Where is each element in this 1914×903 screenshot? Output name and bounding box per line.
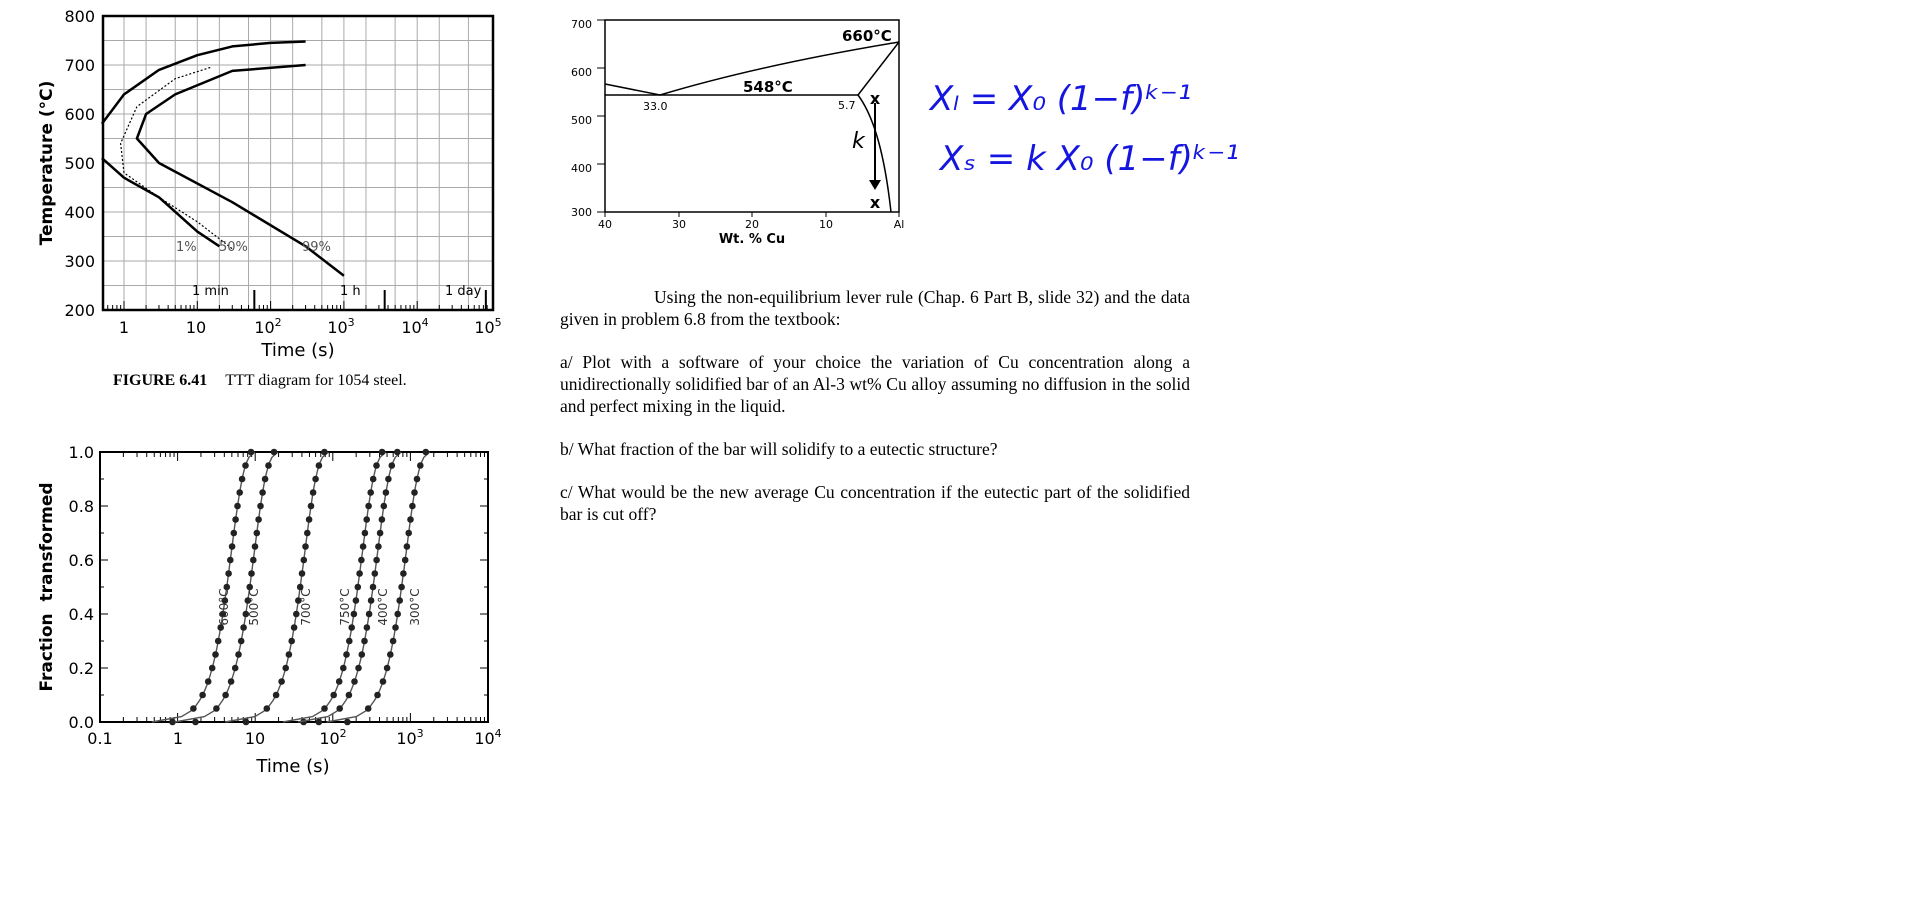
- ttt-curve-label-50: 50%: [219, 240, 248, 255]
- frac-xtick: 10: [244, 729, 266, 748]
- k-label: k: [852, 129, 865, 154]
- frac-data-point: [392, 624, 399, 631]
- phase-ytick: 300: [571, 206, 592, 219]
- handwritten-equations: [920, 55, 1240, 205]
- phase-xtick: 30: [672, 218, 686, 231]
- frac-data-point: [255, 516, 262, 523]
- frac-data-point: [316, 719, 323, 726]
- ttt-curve: [102, 158, 219, 246]
- ttt-ytick: 700: [64, 56, 95, 75]
- marker-bottom: x: [869, 193, 881, 212]
- frac-ytick: 0.2: [68, 659, 94, 678]
- ttt-time-mark-hour: 1 h: [340, 284, 361, 299]
- frac-data-point: [330, 692, 337, 699]
- frac-data-point: [346, 638, 353, 645]
- frac-data-point: [257, 503, 264, 510]
- frac-data-point: [236, 489, 243, 496]
- frac-data-point: [232, 665, 239, 672]
- frac-data-point: [229, 543, 236, 550]
- frac-data-point: [278, 678, 285, 685]
- frac-data-point: [340, 665, 347, 672]
- ttt-ytick: 200: [64, 301, 95, 320]
- ttt-ticks: [108, 290, 487, 310]
- frac-data-point: [366, 611, 373, 618]
- frac-xtick: $10^2$: [319, 727, 347, 748]
- phase-frame: [605, 20, 899, 212]
- frac-data-point: [398, 584, 405, 591]
- frac-data-point: [356, 570, 363, 577]
- fraction-transformed-chart: [28, 442, 508, 782]
- frac-data-point: [248, 570, 255, 577]
- frac-data-point: [225, 570, 232, 577]
- frac-data-point: [213, 705, 220, 712]
- ttt-curve-label-1: 1%: [176, 240, 197, 255]
- frac-data-point: [282, 665, 289, 672]
- frac-data-point: [222, 692, 229, 699]
- frac-data-point: [400, 570, 407, 577]
- frac-data-point: [264, 705, 271, 712]
- frac-data-point: [360, 543, 367, 550]
- frac-data-point: [353, 597, 360, 604]
- frac-data-point: [306, 516, 313, 523]
- frac-data-point: [321, 449, 328, 456]
- ttt-curve-label-99: 99%: [302, 240, 331, 255]
- frac-data-point: [262, 476, 269, 483]
- frac-curve-label-600: 600°C: [217, 588, 231, 626]
- frac-data-point: [254, 530, 261, 537]
- ttt-x-label: Time (s): [261, 340, 335, 361]
- frac-data-point: [288, 638, 295, 645]
- figure-caption: [113, 372, 407, 390]
- frac-data-point: [344, 719, 351, 726]
- solubility-comp-label: 5.7: [838, 99, 856, 112]
- frac-ytick: 0.6: [68, 551, 94, 570]
- frac-data-point: [199, 692, 206, 699]
- handwritten-line-2: Xₛ = k X₀ (1−f)ᵏ⁻¹: [940, 139, 1239, 179]
- frac-data-point: [359, 651, 366, 658]
- frac-data-point: [209, 665, 216, 672]
- frac-data-point: [417, 462, 424, 469]
- ttt-ytick: 400: [64, 203, 95, 222]
- frac-data-point: [373, 557, 380, 564]
- ttt-xtick: $10^3$: [327, 316, 355, 337]
- frac-data-point: [414, 476, 421, 483]
- frac-data-point: [358, 557, 365, 564]
- ttt-y-label: Temperature (°C): [37, 80, 57, 246]
- frac-data-point: [394, 611, 401, 618]
- problem-part-a: a/ Plot with a software of your choice the variation of Cu concentration along a unidirectionally solidified bar of an Al-3 wt% Cu alloy assuming no diffusion in the solid and perfect mixing in the liquid.: [560, 352, 1190, 416]
- frac-xtick: $10^3$: [396, 727, 424, 748]
- ttt-xtick: $10^5$: [474, 316, 502, 337]
- frac-data-point: [286, 651, 293, 658]
- frac-data-point: [273, 692, 280, 699]
- frac-data-point: [205, 678, 212, 685]
- frac-data-point: [402, 557, 409, 564]
- frac-data-point: [389, 462, 396, 469]
- frac-data-point: [355, 584, 362, 591]
- frac-data-point: [265, 462, 272, 469]
- ttt-xtick: 10: [185, 318, 207, 337]
- frac-data-point: [351, 678, 358, 685]
- frac-curve-label-700: 700°C: [299, 588, 313, 626]
- frac-data-point: [362, 530, 369, 537]
- frac-data-point: [302, 543, 309, 550]
- frac-data-point: [308, 503, 315, 510]
- frac-data-point: [228, 678, 235, 685]
- frac-data-point: [238, 638, 245, 645]
- frac-data-point: [321, 705, 328, 712]
- frac-data-point: [243, 719, 250, 726]
- frac-xtick: $10^4$: [474, 727, 502, 748]
- frac-data-point: [215, 638, 222, 645]
- ttt-xtick: $10^4$: [401, 316, 429, 337]
- frac-data-point: [192, 719, 199, 726]
- solvus-line: [858, 42, 899, 95]
- frac-data-point: [336, 678, 343, 685]
- frac-data-point: [365, 705, 372, 712]
- frac-curves: [152, 449, 430, 726]
- frac-data-point: [312, 476, 319, 483]
- frac-data-point: [409, 503, 416, 510]
- frac-data-point: [377, 530, 384, 537]
- frac-curve-label-750: 750°C: [338, 588, 352, 626]
- figure-caption-text: TTT diagram for 1054 steel.: [225, 372, 407, 389]
- frac-data-point: [234, 503, 241, 510]
- handwritten-line-1: Xₗ = X₀ (1−f)ᵏ⁻¹: [930, 79, 1192, 119]
- ttt-xtick: 1: [118, 318, 130, 337]
- frac-data-point: [355, 665, 362, 672]
- frac-data-point: [407, 516, 414, 523]
- frac-data-point: [316, 462, 323, 469]
- frac-data-point: [372, 570, 379, 577]
- frac-y-label: Fraction transformed: [37, 482, 57, 692]
- frac-data-point: [365, 503, 372, 510]
- phase-x-label: Wt. % Cu: [718, 232, 786, 247]
- ttt-ytick: 600: [64, 105, 95, 124]
- frac-data-point: [367, 489, 374, 496]
- frac-data-point: [239, 476, 246, 483]
- melting-point-label: 660°C: [842, 27, 892, 45]
- frac-data-point: [248, 449, 255, 456]
- ttt-time-mark-min: 1 min: [192, 284, 229, 299]
- frac-data-point: [190, 705, 197, 712]
- frac-data-point: [374, 692, 381, 699]
- phase-xtick: 40: [598, 218, 612, 231]
- arrow-head: [869, 180, 881, 190]
- eutectic-temp-label: 548°C: [743, 78, 793, 96]
- eutectic-comp-label: 33.0: [643, 100, 668, 113]
- frac-data-point: [411, 489, 418, 496]
- frac-data-point: [259, 489, 266, 496]
- phase-ytick: 400: [571, 162, 592, 175]
- phase-xtick: Al: [893, 218, 905, 231]
- frac-data-point: [394, 449, 401, 456]
- frac-frame: [100, 452, 488, 722]
- frac-data-point: [405, 530, 412, 537]
- frac-curve-label-400: 400°C: [376, 588, 390, 626]
- frac-data-point: [396, 597, 403, 604]
- phase-diagram: [560, 8, 930, 248]
- frac-data-point: [379, 516, 386, 523]
- frac-data-point: [271, 449, 278, 456]
- figure-caption-label: FIGURE 6.41: [113, 372, 208, 389]
- ttt-time-mark-day: 1 day: [445, 284, 482, 299]
- frac-data-point: [383, 489, 390, 496]
- ttt-ytick: 500: [64, 154, 95, 173]
- frac-xtick: 0.1: [87, 729, 113, 748]
- frac-data-point: [375, 543, 382, 550]
- frac-data-point: [250, 557, 257, 564]
- frac-ytick: 0.8: [68, 497, 94, 516]
- marker-top: x: [869, 89, 881, 108]
- frac-data-point: [304, 530, 311, 537]
- frac-data-point: [370, 476, 377, 483]
- phase-ytick: 500: [571, 114, 592, 127]
- frac-curve-label-500: 500°C: [247, 588, 261, 626]
- frac-data-point: [346, 692, 353, 699]
- frac-data-point: [235, 651, 242, 658]
- frac-data-point: [227, 557, 234, 564]
- frac-data-point: [252, 543, 259, 550]
- frac-data-point: [232, 516, 239, 523]
- frac-ytick: 1.0: [68, 443, 94, 462]
- problem-part-b: b/ What fraction of the bar will solidify to a eutectic structure?: [560, 439, 998, 459]
- ttt-diagram: [28, 2, 568, 372]
- frac-data-point: [301, 557, 308, 564]
- frac-ytick: 0.4: [68, 605, 94, 624]
- problem-intro: Using the non-equilibrium lever rule (Chap. 6 Part B, slide 32) and the data given in problem 6.8 from the textbook:: [560, 287, 1190, 329]
- problem-text: [560, 286, 1190, 546]
- frac-data-point: [361, 638, 368, 645]
- frac-data-point: [404, 543, 411, 550]
- frac-data-point: [310, 489, 317, 496]
- frac-data-point: [299, 570, 306, 577]
- phase-xtick: 20: [745, 218, 759, 231]
- frac-data-point: [240, 624, 247, 631]
- problem-part-c: c/ What would be the new average Cu concentration if the eutectic part of the solidified bar is cut off?: [560, 482, 1190, 524]
- frac-data-point: [381, 503, 388, 510]
- frac-data-point: [363, 516, 370, 523]
- frac-data-point: [385, 476, 392, 483]
- frac-data-point: [242, 462, 249, 469]
- frac-data-point: [379, 449, 386, 456]
- frac-data-point: [212, 651, 219, 658]
- ttt-xtick: $10^2$: [254, 316, 282, 337]
- frac-data-point: [387, 651, 394, 658]
- frac-data-point: [231, 530, 238, 537]
- phase-ytick: 700: [571, 18, 592, 31]
- frac-data-point: [336, 705, 343, 712]
- frac-data-point: [380, 678, 387, 685]
- frac-data-point: [291, 624, 298, 631]
- ttt-ytick: 800: [64, 7, 95, 26]
- phase-xtick: 10: [819, 218, 833, 231]
- frac-data-point: [384, 665, 391, 672]
- frac-data-point: [364, 624, 371, 631]
- frac-data-point: [373, 462, 380, 469]
- ttt-ytick: 300: [64, 252, 95, 271]
- frac-curve-label-300: 300°C: [408, 588, 422, 626]
- frac-xtick: 1: [172, 729, 184, 748]
- frac-data-point: [343, 651, 350, 658]
- frac-data-point: [390, 638, 397, 645]
- frac-ticks: [100, 452, 488, 722]
- frac-data-point: [368, 597, 375, 604]
- frac-data-point: [423, 449, 430, 456]
- phase-ytick: 600: [571, 66, 592, 79]
- frac-x-label: Time (s): [256, 756, 330, 777]
- frac-ytick: 0.0: [68, 713, 94, 732]
